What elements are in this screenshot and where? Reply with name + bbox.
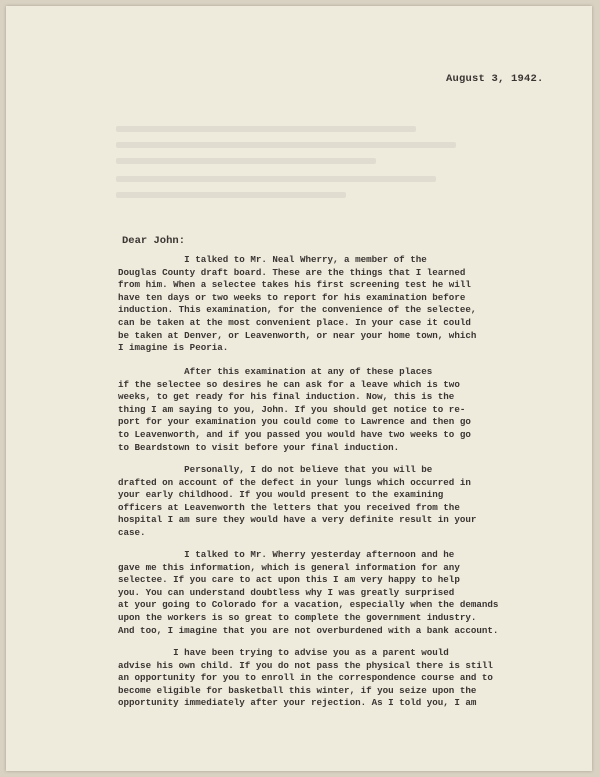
text-line: I talked to Mr. Neal Wherry, a member of the — [118, 254, 427, 265]
paragraph — [118, 254, 528, 355]
text-line: opportunity immediately after your rejection. As I told you, I am — [118, 697, 477, 709]
text-line: if the selectee so desires he can ask for a leave which is two — [118, 378, 460, 390]
letter-date: August 3, 1942. — [446, 73, 544, 85]
text-line: your early childhood. If you would present to the examining — [118, 489, 444, 501]
text-line: thing I am saying to you, John. If you should get notice to re- — [118, 403, 466, 415]
text-line: an opportunity for you to enroll in the correspondence course and to — [118, 672, 493, 684]
text-line: you. You can understand doubtless why I was greatly surprised — [118, 586, 455, 598]
text-line: induction. This examination, for the convenience of the selectee, — [118, 304, 477, 316]
text-line: to Leavenworth, and if you passed you would have two weeks to go — [118, 428, 471, 440]
paragraph — [118, 549, 528, 637]
text-line: be taken at Denver, or Leavenworth, or near your home town, which — [118, 329, 477, 341]
text-line: become eligible for basketball this winter, if you seize upon the — [118, 684, 477, 696]
show-through-mark — [116, 142, 456, 148]
text-line: at your going to Colorado for a vacation, especially when the demands — [118, 599, 499, 611]
paragraph — [118, 464, 528, 540]
text-line: case. — [118, 526, 146, 538]
text-line: After this examination at any of these places — [118, 366, 433, 377]
text-line: I talked to Mr. Wherry yesterday afternoon and he — [118, 549, 455, 560]
text-line: selectee. If you care to act upon this I am very happy to help — [118, 574, 460, 586]
text-line: And too, I imagine that you are not overburdened with a bank account. — [118, 624, 499, 636]
text-line: Douglas County draft board. These are the things that I learned — [118, 266, 466, 278]
text-line: upon the workers is so great to complete the government industry. — [118, 611, 477, 623]
text-line: gave me this information, which is general information for any — [118, 561, 460, 573]
show-through-mark — [116, 126, 416, 132]
text-line: hospital I am sure they would have a very definite result in your — [118, 514, 477, 526]
text-line: have ten days or two weeks to report for his examination before — [118, 291, 466, 303]
text-line: I have been trying to advise you as a parent would — [118, 647, 449, 658]
text-line: I imagine is Peoria. — [118, 342, 229, 354]
text-line: officers at Leavenworth the letters that you received from the — [118, 501, 460, 513]
show-through-mark — [116, 176, 436, 182]
letter-page — [6, 6, 592, 771]
show-through-mark — [116, 158, 376, 164]
text-line: drafted on account of the defect in your lungs which occurred in — [118, 476, 471, 488]
show-through-mark — [116, 192, 346, 198]
text-line: from him. When a selectee takes his first screening test he will — [118, 279, 471, 291]
text-line: to Beardstown to visit before your final induction. — [118, 441, 400, 453]
text-line: can be taken at the most convenient place. In your case it could — [118, 316, 471, 328]
text-line: weeks, to get ready for his final induction. Now, this is the — [118, 391, 455, 403]
text-line: port for your examination you could come to Lawrence and then go — [118, 416, 471, 428]
paragraph — [118, 366, 528, 454]
text-line: Personally, I do not believe that you will be — [118, 464, 433, 475]
paragraph — [118, 647, 528, 710]
salutation: Dear John: — [122, 235, 186, 247]
text-line: advise his own child. If you do not pass the physical there is still — [118, 659, 493, 671]
